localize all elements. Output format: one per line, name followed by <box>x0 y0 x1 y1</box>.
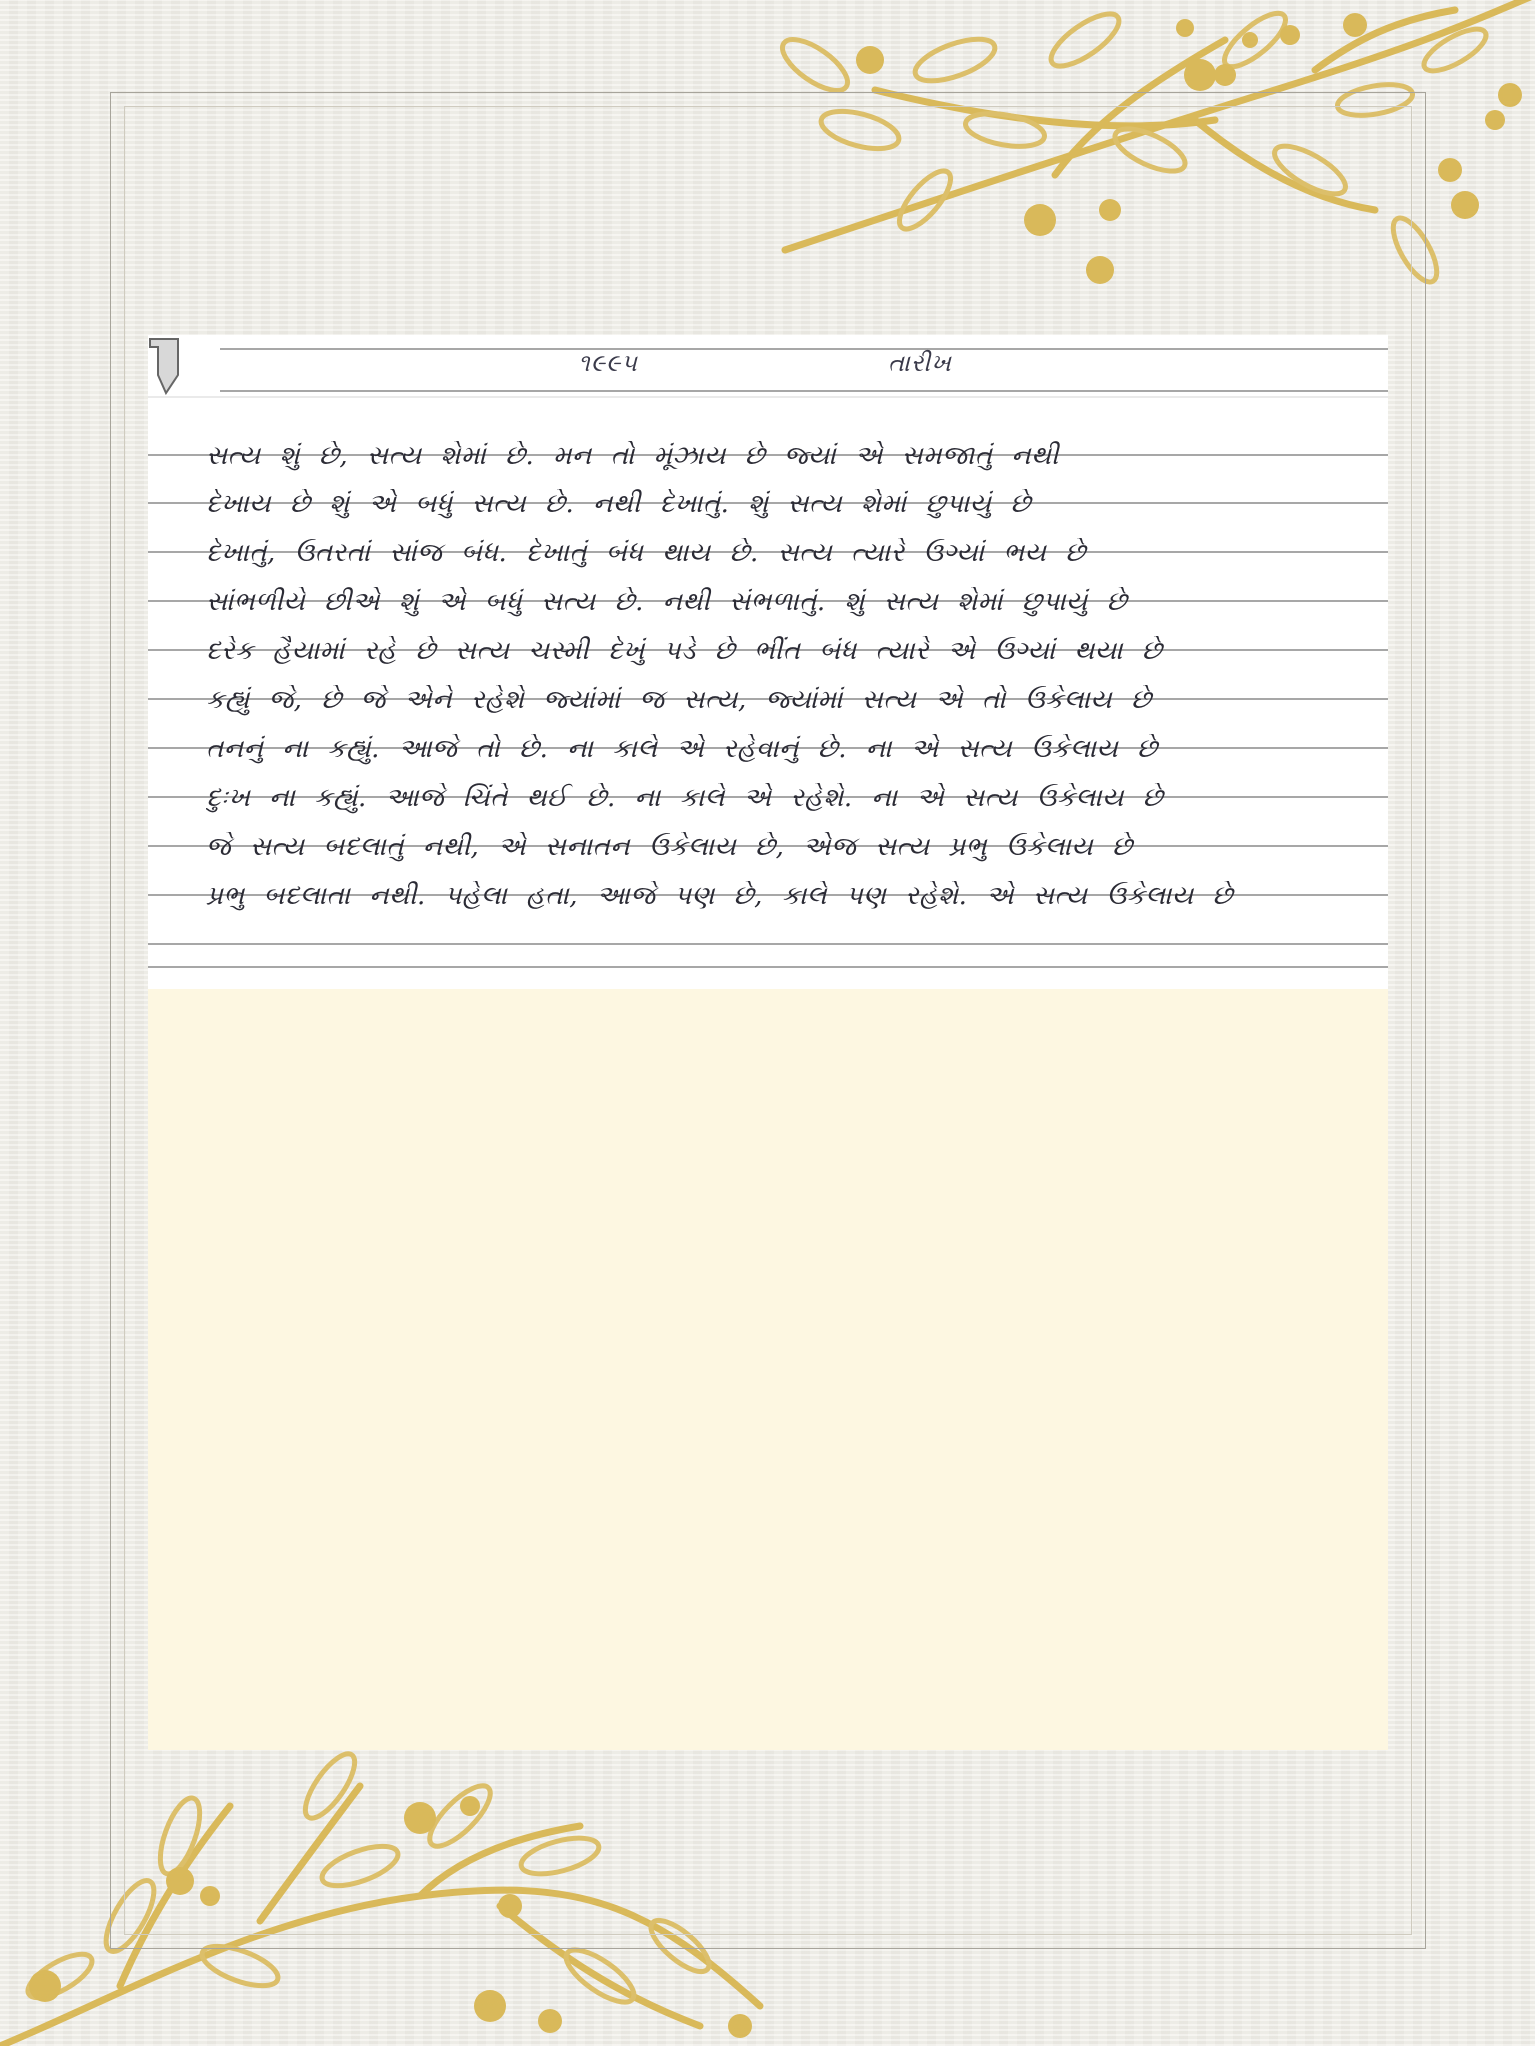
page-corner-mark-icon <box>150 339 178 393</box>
date-label: તારીખ <box>888 349 952 377</box>
handwritten-line-8: દુઃખ ના કહ્યું. આજે ચિંતે થઈ છે. ના કાલે એ રહેશે. ના એ સત્ય ઉકેલાય છે <box>206 783 1164 813</box>
handwritten-line-4: સાંભળીયે છીએ શું એ બધું સત્ય છે. નથી સંભળાતું. શું સત્ય શેમાં છુપાયું છે <box>206 587 1128 617</box>
handwritten-line-7: તનનું ના કહ્યું. આજે તો છે. ના કાલે એ રહેવાનું છે. ના એ સત્ય ઉકેલાય છે <box>206 734 1158 764</box>
handwritten-line-3: દેખાતું, ઉતરતાં સાંજ બંધ. દેખાતું બંધ થાય છે. સત્ય ત્યારે ઉગ્યાં ભય છે <box>206 538 1086 568</box>
handwritten-notebook-page <box>148 335 1388 989</box>
handwritten-line-2: દેખાય છે શું એ બધું સત્ય છે. નથી દેખાતું. શું સત્ય શેમાં છુપાયું છે <box>206 489 1031 519</box>
handwritten-line-5: દરેક હૈયામાં રહે છે સત્ય ચસ્મી દેખું પડે છે ભીંત બંધ ત્યારે એ ઉગ્યાં થયા છે <box>206 636 1163 666</box>
page-number-label: ૧૯૯૫ <box>578 349 638 377</box>
handwritten-line-9: જે સત્ય બદલાતું નથી, એ સનાતન ઉકેલાય છે, એજ સત્ય પ્રભુ ઉકેલાય છે <box>206 832 1133 862</box>
handwritten-line-1: સત્ય શું છે, સત્ય શેમાં છે. મન તો મૂંઝાય છે જ્યાં એ સમજાતું નથી <box>206 441 1059 471</box>
handwritten-line-6: કહ્યું જે, છે જે એને રહેશે જ્યાંમાં જ સત્ય, જ્યાંમાં સત્ય એ તો ઉકેલાય છે <box>206 685 1152 715</box>
handwritten-line-10: પ્રભુ બદલાતા નથી. પહેલા હતા, આજે પણ છે, કાલે પણ રહેશે. એ સત્ય ઉકેલાય છે <box>206 881 1234 911</box>
